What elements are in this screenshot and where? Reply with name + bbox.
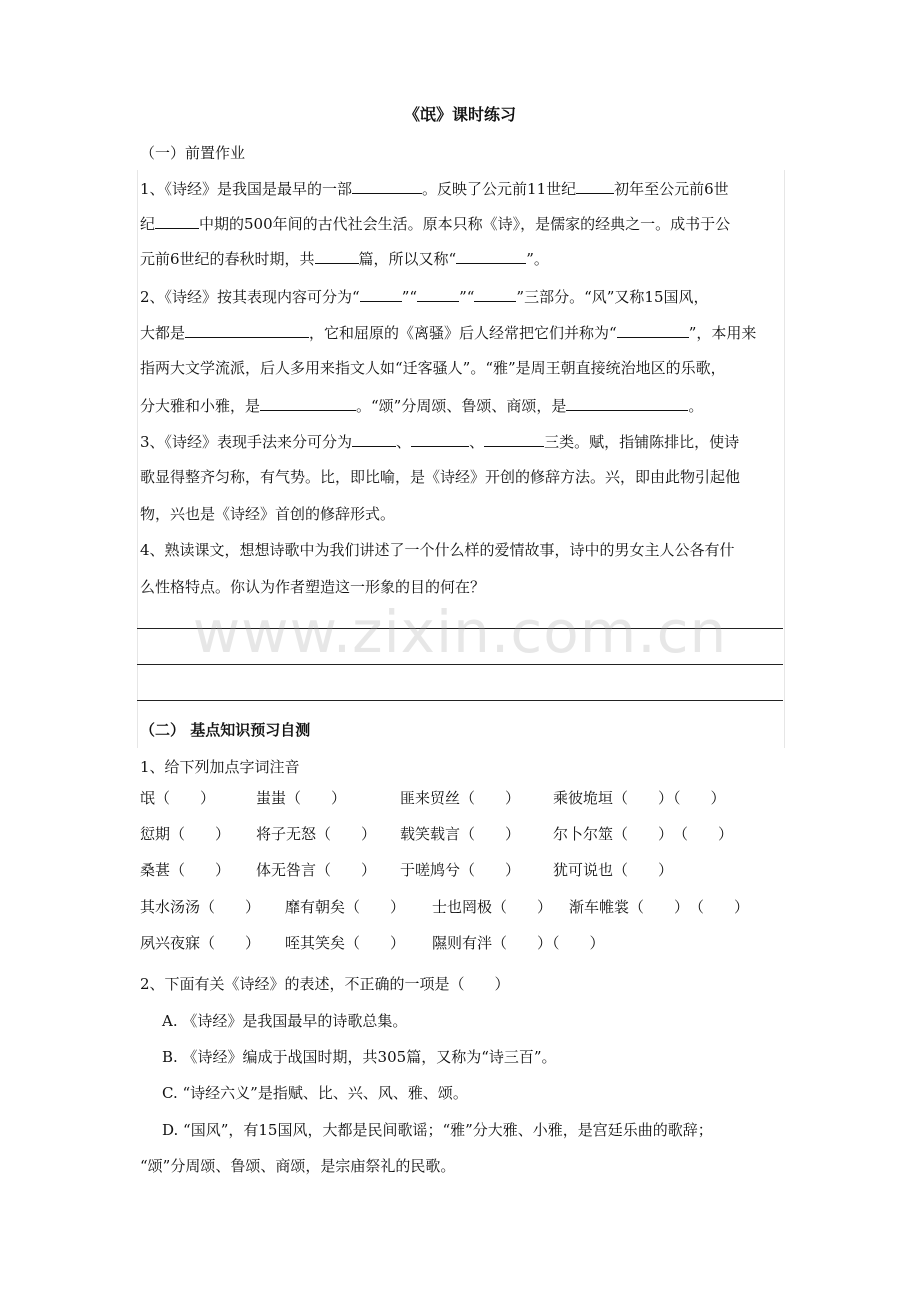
- q2-line-3: [140, 356, 800, 380]
- mc-option-d-continued: “颂”分周颂、鲁颂、商颂，是宗庙祭礼的民歌。: [140, 1157, 456, 1175]
- q2-line-2: [140, 320, 800, 345]
- page-title: 《氓》课时练习: [403, 105, 516, 124]
- text: ”“: [459, 288, 475, 306]
- pinyin-item[interactable]: 载笑载言（ ）: [400, 825, 521, 843]
- text: 中期的500年间的古代社会生活。原本只称《诗》，是儒家的经典之一。成书于公: [199, 215, 731, 233]
- blank[interactable]: [360, 284, 402, 302]
- blank[interactable]: [474, 284, 516, 302]
- text: 1、《诗经》是我国是最早的一部: [140, 180, 353, 198]
- text: 、: [396, 433, 412, 451]
- mc-option-d[interactable]: D. “国风”，有15国风，大都是民间歌谣；“雅”分大雅、小雅，是宫廷乐曲的歌辞；: [162, 1121, 713, 1139]
- pinyin-item[interactable]: 犹可说也（ ）: [553, 861, 674, 879]
- pinyin-item[interactable]: 隰则有泮（ ）（ ）: [432, 934, 605, 952]
- blank[interactable]: [617, 320, 689, 338]
- pinyin-item[interactable]: 氓（ ）: [140, 789, 216, 807]
- text: 元前6世纪的春秋时期，共: [140, 250, 315, 268]
- text: 歌显得整齐匀称，有气势。比，即比喻，是《诗经》开创的修辞方法。兴，即由此物引起他: [140, 468, 741, 486]
- blank[interactable]: [352, 429, 396, 447]
- pinyin-item[interactable]: 桑葚（ ）: [140, 861, 231, 879]
- pinyin-item[interactable]: 体无咎言（ ）: [256, 861, 377, 879]
- text: 分大雅和小雅，是: [140, 397, 261, 415]
- blank[interactable]: [260, 393, 356, 411]
- q1-line-1: [140, 176, 800, 201]
- answer-line[interactable]: [137, 664, 783, 665]
- blank[interactable]: [411, 429, 469, 447]
- answer-line[interactable]: [137, 700, 783, 701]
- pinyin-item[interactable]: 靡有朝矣（ ）: [285, 898, 406, 916]
- q3-line-2: [140, 465, 800, 489]
- blank[interactable]: [566, 393, 688, 411]
- blank[interactable]: [484, 429, 544, 447]
- pinyin-item[interactable]: 匪来贸丝（ ）: [400, 789, 521, 807]
- q2-line-4: [140, 393, 800, 418]
- text: 。“颂”分周颂、鲁颂、商颂，是: [356, 397, 567, 415]
- text: 。: [688, 397, 704, 415]
- pinyin-item[interactable]: 乘彼垝垣（ ）（ ）: [553, 789, 726, 807]
- pinyin-item[interactable]: 其水汤汤（ ）: [140, 898, 261, 916]
- q3-line-3: [140, 502, 800, 526]
- text: 、: [469, 433, 485, 451]
- q3-line-1: [140, 429, 800, 454]
- mc-question: 2、下面有关《诗经》的表述，不正确的一项是（ ）: [140, 975, 510, 993]
- text: 篇，所以又称“: [358, 250, 457, 268]
- mc-option-b[interactable]: B. 《诗经》编成于战国时期，共305篇，又称为“诗三百”。: [162, 1048, 557, 1066]
- text: ”“: [401, 288, 418, 306]
- blank[interactable]: [456, 246, 526, 264]
- text: 物，兴也是《诗经》首创的修辞形式。: [140, 505, 396, 523]
- pinyin-item[interactable]: 士也罔极（ ）: [432, 898, 553, 916]
- text: 三类。赋，指铺陈排比，使诗: [544, 433, 740, 451]
- pinyin-item[interactable]: 渐车帷裳（ ） （ ）: [569, 898, 750, 916]
- text: ”。: [526, 250, 549, 268]
- q4-line-2: 么性格特点。你认为作者塑造这一形象的目的何在？: [140, 578, 486, 596]
- text: 3、《诗经》表现手法来分可分为: [140, 433, 353, 451]
- q1-line-3: [140, 246, 800, 271]
- pinyin-item[interactable]: 尔卜尔筮（ ） （ ）: [553, 825, 734, 843]
- text: 初年至公元前6世: [614, 180, 729, 198]
- blank[interactable]: [417, 284, 459, 302]
- text: ”，本用来: [688, 324, 757, 342]
- watermark: www.zixin.com.cn: [192, 598, 728, 666]
- blank[interactable]: [315, 246, 359, 264]
- blank[interactable]: [576, 176, 614, 194]
- q2-line-1: [140, 284, 800, 309]
- blank[interactable]: [155, 211, 199, 229]
- q4-line-1: 4、熟读课文，想想诗歌中为我们讲述了一个什么样的爱情故事，诗中的男女主人公各有什: [140, 541, 735, 559]
- text: 2、《诗经》按其表现内容可分为“: [140, 288, 360, 306]
- text: ”三部分。“风”又称15国风，: [516, 288, 709, 306]
- mc-option-c[interactable]: C. “诗经六义”是指赋、比、兴、风、雅、颂。: [162, 1084, 468, 1102]
- text: 。反映了公元前11世纪: [422, 180, 577, 198]
- blank[interactable]: [352, 176, 422, 194]
- pinyin-heading: 1、给下列加点字词注音: [140, 758, 300, 776]
- text: 纪: [140, 215, 156, 233]
- pinyin-item[interactable]: 愆期（ ）: [140, 825, 231, 843]
- q1-line-2: [140, 211, 800, 236]
- text: 指两大文学流派，后人多用来指文人如“迁客骚人”。“雅”是周王朝直接统治地区的乐歌，: [140, 359, 726, 377]
- section-heading-2: （二） 基点知识预习自测: [140, 721, 311, 739]
- text: 大都是: [140, 324, 186, 342]
- text: ，它和屈原的《离骚》后人经常把它们并称为“: [309, 324, 617, 342]
- answer-line[interactable]: [137, 628, 783, 629]
- pinyin-item[interactable]: 于嗟鸠兮（ ）: [400, 861, 521, 879]
- blank[interactable]: [185, 320, 309, 338]
- pinyin-item[interactable]: 咥其笑矣（ ）: [285, 934, 406, 952]
- section-heading-1: （一）前置作业: [140, 144, 246, 162]
- mc-option-a[interactable]: A. 《诗经》是我国最早的诗歌总集。: [162, 1012, 408, 1030]
- pinyin-item[interactable]: 将子无怒（ ）: [256, 825, 377, 843]
- pinyin-item[interactable]: 蚩蚩（ ）: [256, 789, 347, 807]
- pinyin-item[interactable]: 夙兴夜寐（ ）: [140, 934, 261, 952]
